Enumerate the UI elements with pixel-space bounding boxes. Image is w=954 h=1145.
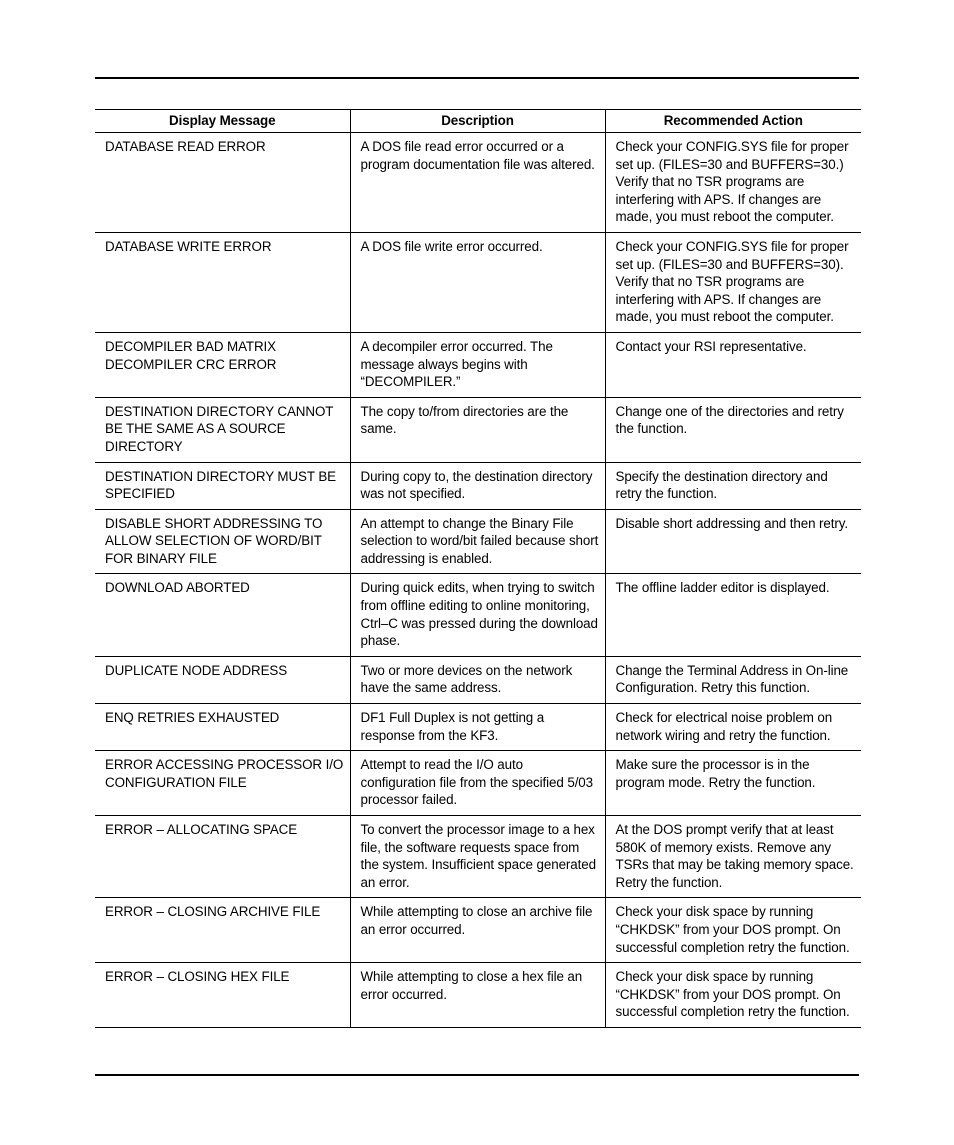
display-message-cell: DISABLE SHORT ADDRESSING TO ALLOW SELECTION OF WORD/BIT FOR BINARY FILE bbox=[95, 509, 350, 574]
table-row bbox=[95, 816, 861, 898]
description-cell: While attempting to close a hex file an error occurred. bbox=[350, 963, 605, 1028]
display-message-cell: DOWNLOAD ABORTED bbox=[95, 574, 350, 656]
table-row bbox=[95, 232, 861, 332]
table-header-row bbox=[95, 110, 861, 133]
display-message-cell: DATABASE WRITE ERROR bbox=[95, 232, 350, 332]
recommended-action-cell: Check your CONFIG.SYS file for proper set up. (FILES=30 and BUFFERS=30). Verify that no TSR programs are interfering with APS. If changes are made, you must reboot the computer. bbox=[605, 232, 861, 332]
table-row bbox=[95, 751, 861, 816]
table-row bbox=[95, 898, 861, 963]
table-row bbox=[95, 462, 861, 509]
recommended-action-cell: Change the Terminal Address in On-line Configuration. Retry this function. bbox=[605, 656, 861, 703]
top-rule bbox=[95, 77, 859, 79]
recommended-action-cell: Check for electrical noise problem on network wiring and retry the function. bbox=[605, 704, 861, 751]
display-message-cell: DESTINATION DIRECTORY MUST BE SPECIFIED bbox=[95, 462, 350, 509]
recommended-action-cell: Specify the destination directory and retry the function. bbox=[605, 462, 861, 509]
table-row bbox=[95, 704, 861, 751]
recommended-action-cell: Check your disk space by running “CHKDSK” from your DOS prompt. On successful completion retry the function. bbox=[605, 963, 861, 1028]
recommended-action-cell: Change one of the directories and retry the function. bbox=[605, 397, 861, 462]
bottom-rule bbox=[95, 1074, 859, 1076]
description-cell: A decompiler error occurred. The message always begins with “DECOMPILER.” bbox=[350, 332, 605, 397]
display-message-cell: ERROR ACCESSING PROCESSOR I/O CONFIGURATION FILE bbox=[95, 751, 350, 816]
display-message-cell: DESTINATION DIRECTORY CANNOT BE THE SAME AS A SOURCE DIRECTORY bbox=[95, 397, 350, 462]
table-row bbox=[95, 133, 861, 233]
table-row bbox=[95, 509, 861, 574]
display-message-cell: DATABASE READ ERROR bbox=[95, 133, 350, 233]
description-cell: During copy to, the destination directory was not specified. bbox=[350, 462, 605, 509]
table-row bbox=[95, 397, 861, 462]
header-display-message: Display Message bbox=[95, 110, 350, 133]
header-recommended-action: Recommended Action bbox=[605, 110, 861, 133]
recommended-action-cell: Make sure the processor is in the program mode. Retry the function. bbox=[605, 751, 861, 816]
header-description: Description bbox=[350, 110, 605, 133]
recommended-action-cell: The offline ladder editor is displayed. bbox=[605, 574, 861, 656]
table-row bbox=[95, 332, 861, 397]
description-cell: During quick edits, when trying to switch from offline editing to online monitoring, Ctrl–C was pressed during the download phase. bbox=[350, 574, 605, 656]
table-row bbox=[95, 656, 861, 703]
display-message-cell: DECOMPILER BAD MATRIX DECOMPILER CRC ERROR bbox=[95, 332, 350, 397]
description-cell: A DOS file write error occurred. bbox=[350, 232, 605, 332]
description-cell: A DOS file read error occurred or a program documentation file was altered. bbox=[350, 133, 605, 233]
recommended-action-cell: At the DOS prompt verify that at least 580K of memory exists. Remove any TSRs that may be taking memory space. Retry the function. bbox=[605, 816, 861, 898]
description-cell: The copy to/from directories are the same. bbox=[350, 397, 605, 462]
description-cell: To convert the processor image to a hex file, the software requests space from the system. Insufficient space generated an error. bbox=[350, 816, 605, 898]
display-message-cell: ENQ RETRIES EXHAUSTED bbox=[95, 704, 350, 751]
description-cell: While attempting to close an archive file an error occurred. bbox=[350, 898, 605, 963]
recommended-action-cell: Contact your RSI representative. bbox=[605, 332, 861, 397]
display-message-cell: ERROR – CLOSING ARCHIVE FILE bbox=[95, 898, 350, 963]
description-cell: Two or more devices on the network have the same address. bbox=[350, 656, 605, 703]
description-cell: DF1 Full Duplex is not getting a response from the KF3. bbox=[350, 704, 605, 751]
description-cell: Attempt to read the I/O auto configuration file from the specified 5/03 processor failed. bbox=[350, 751, 605, 816]
display-message-cell: DUPLICATE NODE ADDRESS bbox=[95, 656, 350, 703]
table-row bbox=[95, 963, 861, 1028]
recommended-action-cell: Check your CONFIG.SYS file for proper set up. (FILES=30 and BUFFERS=30.) Verify that no TSR programs are interfering with APS. If changes are made, you must reboot the computer. bbox=[605, 133, 861, 233]
error-message-table bbox=[95, 109, 861, 1028]
display-message-cell: ERROR – CLOSING HEX FILE bbox=[95, 963, 350, 1028]
recommended-action-cell: Check your disk space by running “CHKDSK” from your DOS prompt. On successful completion retry the function. bbox=[605, 898, 861, 963]
description-cell: An attempt to change the Binary File selection to word/bit failed because short addressing is enabled. bbox=[350, 509, 605, 574]
recommended-action-cell: Disable short addressing and then retry. bbox=[605, 509, 861, 574]
display-message-cell: ERROR – ALLOCATING SPACE bbox=[95, 816, 350, 898]
table-row bbox=[95, 574, 861, 656]
